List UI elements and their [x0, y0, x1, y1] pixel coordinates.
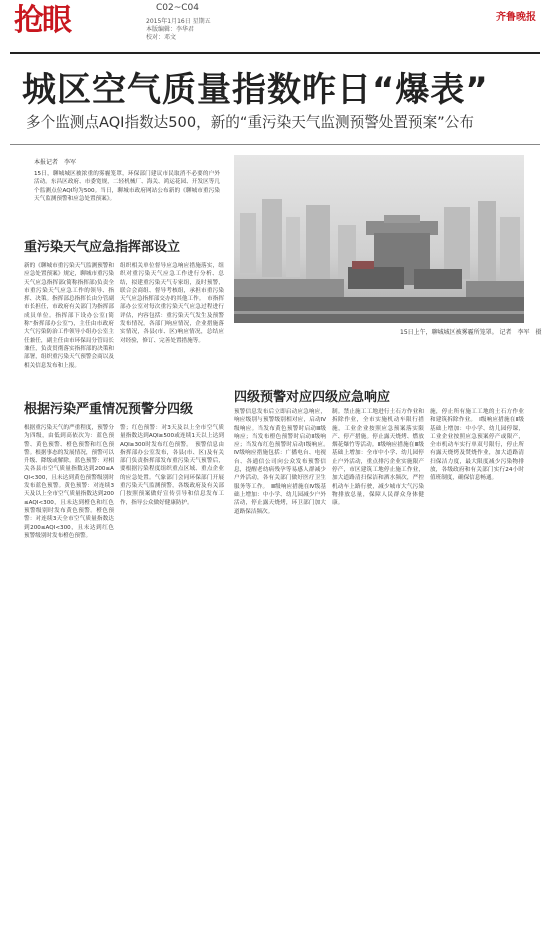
photo-caption: 15日上午，聊城城区被雾霾所笼罩。 记者 李军 摄	[400, 329, 542, 336]
section-title-command: 重污染天气应急指挥部设立	[24, 240, 181, 255]
editor-line: 本版编辑：李华君	[146, 26, 195, 33]
header-divider	[10, 52, 540, 54]
section-title-response-levels: 四级预警对应四级应急响应	[234, 390, 391, 405]
section-warning-column-1: 根据重污染天气的严重程度，预警分为四级，由低到高依次为：蓝色预警、黄色预警、橙色预警和红色预警。根据事态的发展情况，预警可以升级、降级或解除。蓝色预警：对相关各县市空气质量指数达到200≤AQI<300，且未达到黄色预警级别时发布蓝色预警。黄色预警：对连续3天及以上全市空气质量指数达到200≤AQI<300，且未达到橙色和红色预警级别时发布黄色预警。橙色预警：对连续3天全市空气质量指数达到200≤AQI<300，且未达到红色预警级别时发布橙色预警。	[24, 425, 114, 539]
smog-city-photo	[234, 155, 524, 323]
date-line: 2015年1月16日 星期五	[146, 18, 211, 25]
smog-skyline-image	[234, 155, 524, 323]
section-title-warning-levels: 根据污染严重情况预警分四级	[24, 402, 194, 417]
section-response-column-2: 制。禁止施工工地进行土石方作业和拆除作业，全市实施机动车限行措施，工业企业按照应急预案落实限产、停产措施。停止露天烧烤、燃放烟花爆竹等活动。Ⅱ级响应措施在Ⅲ级基础上增加：全市中小学、幼儿园停止户外活动，重点排污企业实施限产停产，市区建筑工地停止施工作业，加大道路清扫保洁和洒水频次，严控机动车上路行驶，减少城市大气污染物排放总量，保障人民群众身体健康。	[332, 409, 424, 507]
brand-logo: 抢眼	[14, 3, 70, 38]
newspaper-masthead: 齐鲁晚报	[496, 12, 536, 23]
section-command-column-1: 新的《聊城市重污染天气监测预警和应急处置预案》规定，聊城市重污染天气应急指挥部(简称指挥部)负责全市重污染天气应急工作的领导、指挥、决策。指挥部总指挥长由分管副市长担任，市政府有关部门为指挥部成员单位。指挥部下设办公室(简称“指挥部办公室”)，主任由市政府大气污染防治工作领导小组办公室主任兼任，副主任由市环保局分管局长兼任，负责贯彻落实指挥部的决策和部署，组织重污染天气预警会商以及相关信息发布和上报。	[24, 263, 114, 369]
headline: 城区空气质量指数昨日“爆表”	[22, 70, 489, 110]
section-response-column-1: 预警信息发布后立即启动应急响应，响应级别与预警级别相对应，启动Ⅳ级响应。当发布黄色预警时启动Ⅲ级响应；当发布橙色预警时启动Ⅱ级响应；当发布红色预警时启动Ⅰ级响应。 Ⅳ级响应措施包括：广播电台、电视台、各通信公司向公众发布预警信息，提醒老幼病残孕等易感人群减少户外活动，各有关部门做好医疗卫生服务等工作。 Ⅲ级响应措施在Ⅳ级基础上增加：中小学、幼儿园减少户外活动，停止露天烧烤，环卫部门加大道路保洁频次。	[234, 409, 332, 515]
section-command-column-2: 组织相关单位督导应急响应措施落实，组织对重污染天气应急工作进行分析、总结，拟建重污染天气专家组，及时预警，联合会商组、督导考核组，承担市重污染天气应急指挥部交办的其他工作。 市指挥部办公室对每次重污染天气应急过程进行评估，内容包括：重污染天气发生及预警发布情况，各部门响应情况，企业措施落实情况，各县(市、区)响应情况，总结应对经验，修订、完善处置措施等。	[120, 263, 224, 344]
section-response-column-3: 施，停止所有施工工地的土石方作业和建筑拆除作业。 Ⅰ级响应措施在Ⅱ级基础上增加：中小学、幼儿园停课，工业企业按照应急预案停产或限产，全市机动车实行单双号限行，停止所有露天烧烤及焚烧作业，加大道路清扫保洁力度，最大限度减少污染物排放，各级政府和有关部门实行24小时值班制度，确保信息畅通。	[430, 409, 524, 482]
page-code: C02~C04	[156, 3, 200, 13]
subheadline: 多个监测点AQI指数达500，新的“重污染天气监测预警处置预案”公布	[26, 114, 474, 131]
subheadline-divider	[10, 144, 540, 145]
lead-paragraph: 15日，聊城城区被浓重的雾霾笼罩，环保部门建议市民取消不必要的户外活动。东昌区政府、市委宽规，二轻机械厂、海关、鸿运花园、开发区等几个监测点位AQI均为500。当日，聊城市政府网站公布新的《聊城市重污染天气监测预警和应急处置预案》。	[34, 171, 220, 202]
section-warning-column-2: 警；红色预警：对3天及以上全市空气质量指数达到AQI≥500或连续1天以上达到AQI≥300时发布红色预警。 预警信息由指挥部办公室发布，各县(市、区)及有关部门负责指挥部发布重污染天气预警后，要根据污染程度组织重点区域、重点企业的应急处置。气象部门会同环保部门开展重污染天气监测预警，各级政府及有关部门按照预案做好宣传引导和信息发布工作，指导公众做好健康防护。	[120, 425, 224, 506]
proof-line: 校对：邓文	[146, 34, 177, 41]
reporter-byline: 本报记者 李军	[34, 159, 77, 166]
